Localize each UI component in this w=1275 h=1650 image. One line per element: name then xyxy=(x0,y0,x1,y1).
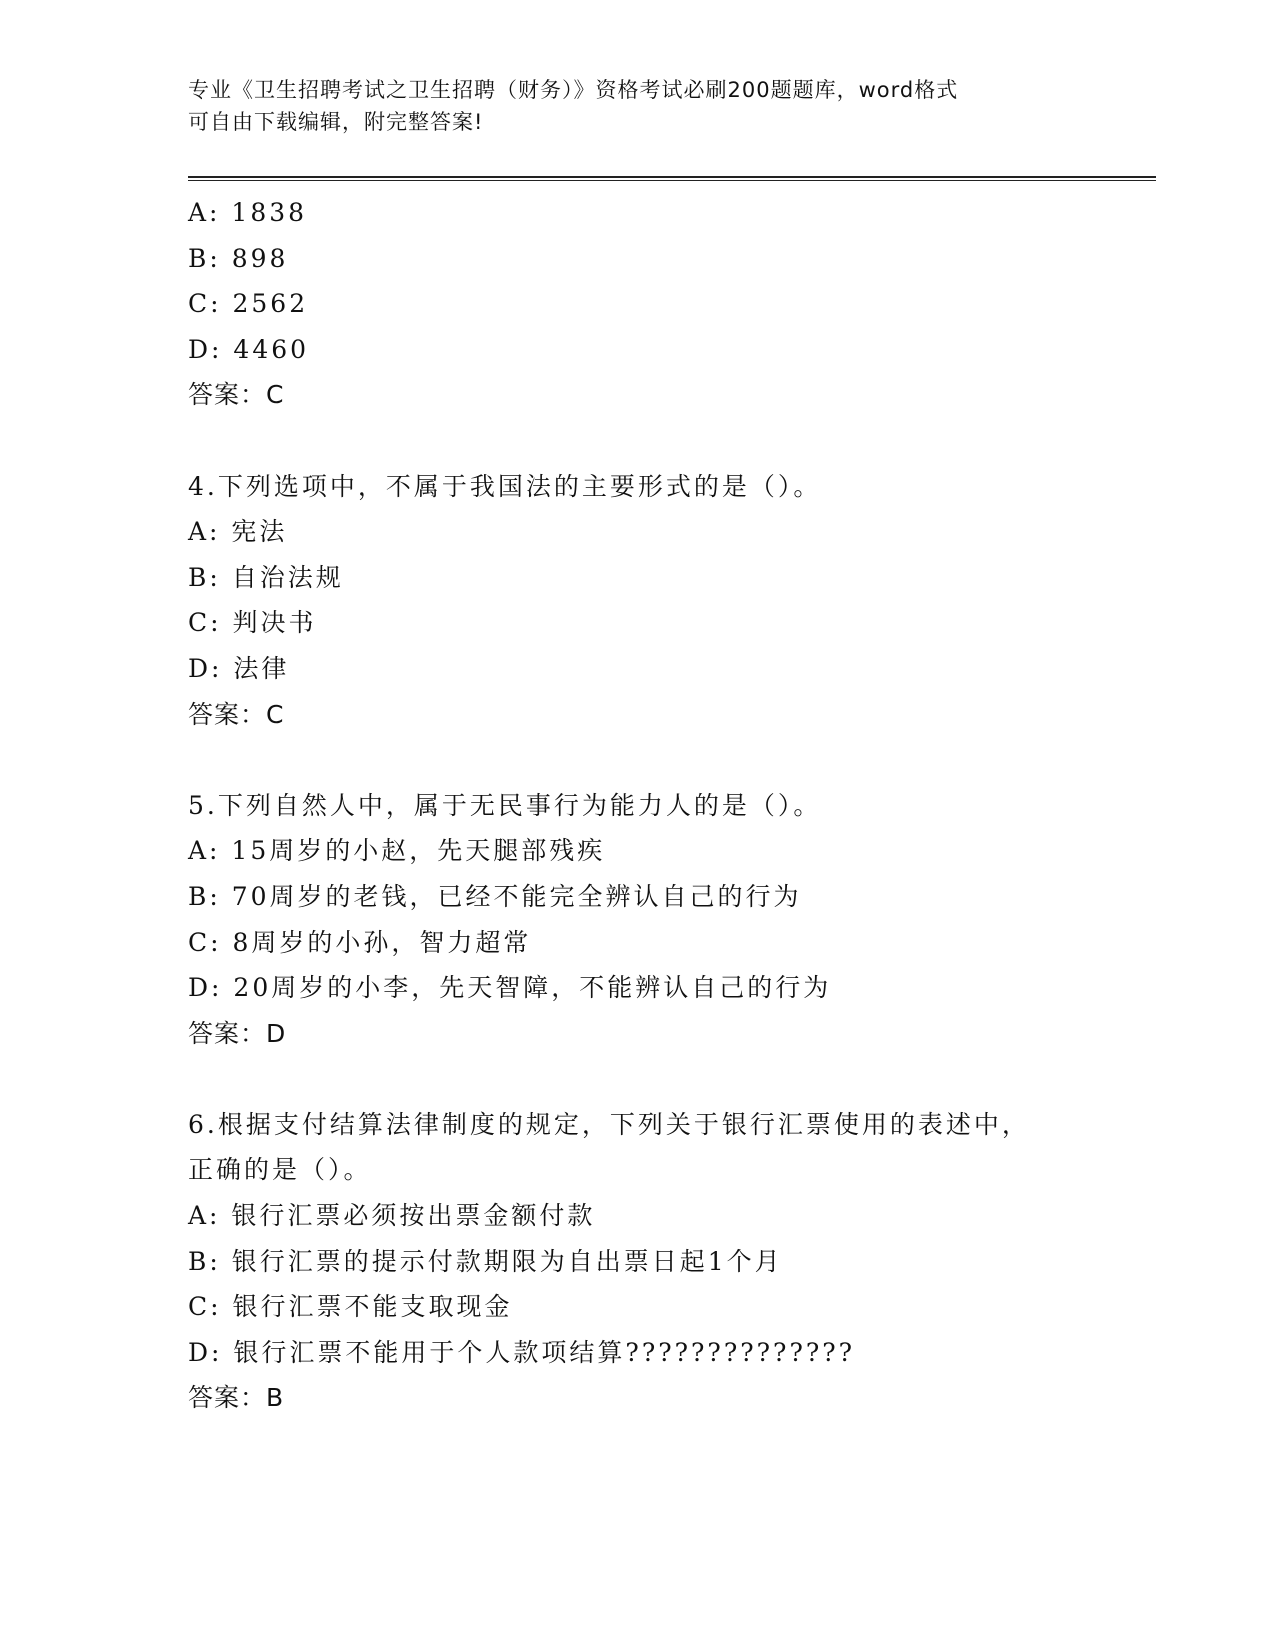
question-6 xyxy=(188,1102,1148,1421)
spacer xyxy=(188,418,1148,464)
option-c: C: 8周岁的小孙，智力超常 xyxy=(188,927,532,957)
document-header xyxy=(188,74,1088,138)
option-b: B: 70周岁的老钱，已经不能完全辨认自己的行为 xyxy=(188,881,802,911)
answer: 答案：B xyxy=(188,1383,285,1413)
option-d: D: 法律 xyxy=(188,653,290,683)
option-a: A: 1838 xyxy=(188,198,308,227)
question-list xyxy=(188,190,1148,1421)
question-5 xyxy=(188,783,1148,1057)
option-c: C: 判决书 xyxy=(188,608,317,638)
option-a: A: 银行汇票必须按出票金额付款 xyxy=(188,1201,596,1231)
answer: 答案：C xyxy=(188,699,285,729)
question-stem-line-2: 正确的是（）。 xyxy=(188,1155,372,1185)
answer: 答案：C xyxy=(188,380,285,410)
option-c: C: 银行汇票不能支取现金 xyxy=(188,1292,513,1322)
answer: 答案：D xyxy=(188,1018,287,1048)
header-line-2: 可自由下载编辑，附完整答案! xyxy=(188,110,484,134)
option-b: B: 自治法规 xyxy=(188,562,344,592)
question-3 xyxy=(188,190,1148,418)
option-b: B: 银行汇票的提示付款期限为自出票日起1个月 xyxy=(188,1246,783,1276)
option-d: D: 4460 xyxy=(188,334,310,364)
question-stem: 5.下列自然人中，属于无民事行为能力人的是（）。 xyxy=(188,790,822,820)
option-d: D: 20周岁的小李，先天智障，不能辨认自己的行为 xyxy=(188,973,832,1003)
header-divider xyxy=(188,176,1156,181)
option-a: A: 宪法 xyxy=(188,517,288,547)
question-4 xyxy=(188,464,1148,738)
option-c: C: 2562 xyxy=(188,289,309,319)
header-line-1: 专业《卫生招聘考试之卫生招聘（财务）》资格考试必刷200题题库，word格式 xyxy=(188,78,959,102)
option-a: A: 15周岁的小赵，先天腿部残疾 xyxy=(188,836,606,866)
question-stem-line-1: 6.根据支付结算法律制度的规定，下列关于银行汇票使用的表述中， xyxy=(188,1109,1030,1139)
option-b: B: 898 xyxy=(188,243,289,273)
option-d: D: 银行汇票不能用于个人款项结算?????????????? xyxy=(188,1337,856,1367)
question-stem: 4.下列选项中，不属于我国法的主要形式的是（）。 xyxy=(188,471,822,501)
spacer xyxy=(188,1056,1148,1102)
spacer xyxy=(188,737,1148,783)
